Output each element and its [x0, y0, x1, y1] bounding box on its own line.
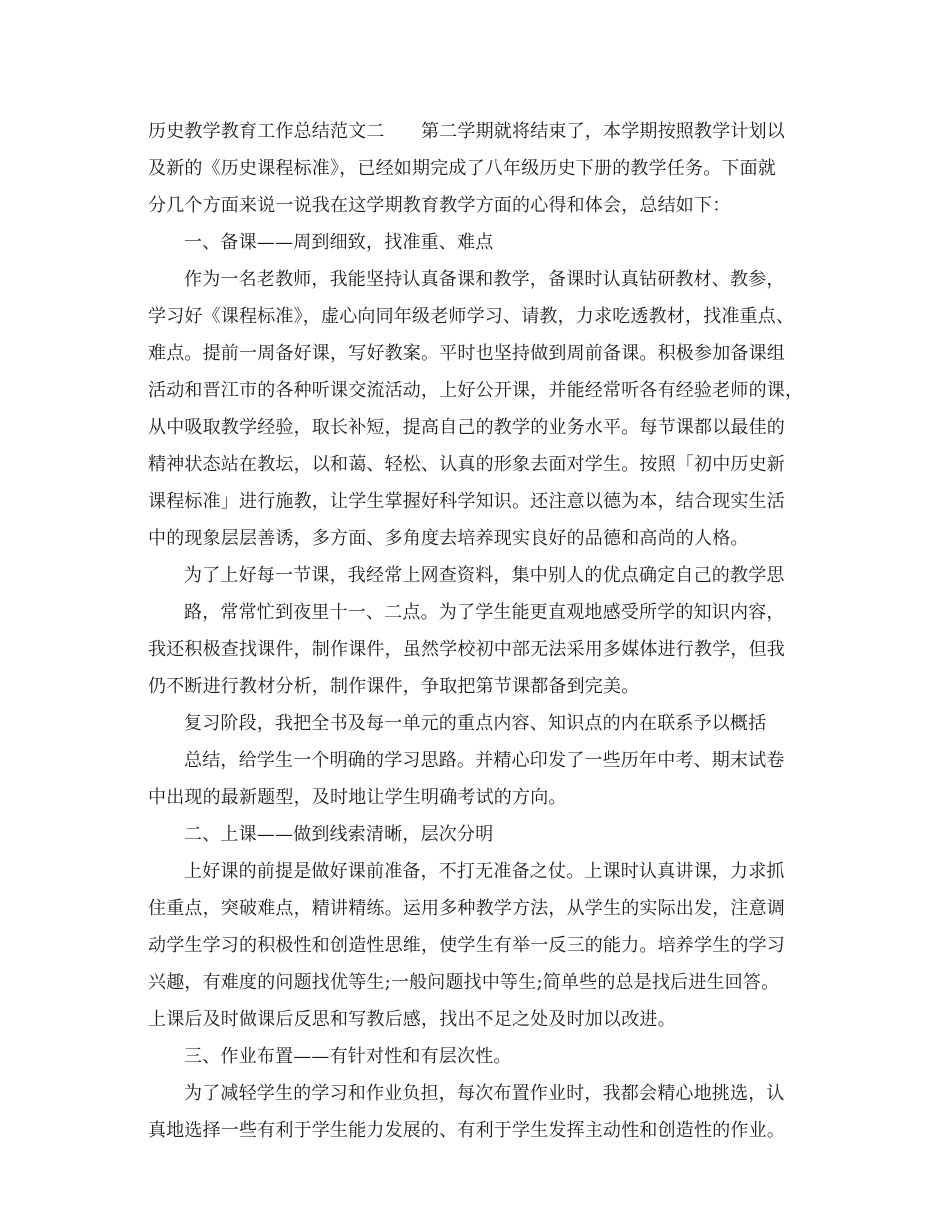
text-line: 兴趣，有难度的问题找优等生;一般问题找中等生;简单些的总是找后进生回答。 [148, 972, 780, 993]
text-line: 路，常常忙到夜里十一、二点。为了学生能更直观地感受所学的知识内容， [184, 602, 785, 623]
text-line: 真地选择一些有利于学生能力发展的、有利于学生发挥主动性和创造性的作业。 [148, 1120, 785, 1141]
text-line: 为了上好每一节课，我经常上网查资料，集中别人的优点确定自己的教学思 [184, 565, 785, 586]
text-line: 为了减轻学生的学习和作业负担，每次布置作业时，我都会精心地挑选，认 [184, 1083, 785, 1104]
text-line: 分几个方面来说一说我在这学期教育教学方面的心得和体会，总结如下： [148, 195, 731, 216]
section-heading: 三、作业布置——有针对性和有层次性。 [184, 1046, 512, 1067]
text-line: 及新的《历史课程标准》，已经如期完成了八年级历史下册的教学任务。下面就 [148, 158, 776, 179]
text-line: 仍不断进行教材分析，制作课件，争取把第节课都备到完美。 [148, 676, 640, 697]
text-line: 动学生学习的积极性和创造性思维，使学生有举一反三的能力。培养学生的学习 [148, 935, 785, 956]
text-line: 住重点，突破难点，精讲精练。运用多种教学方法，从学生的实际出发，注意调 [148, 898, 785, 919]
text-line: 难点。提前一周备好课，写好教案。平时也坚持做到周前备课。积极参加备课组 [148, 343, 785, 364]
text-line: 我还积极查找课件，制作课件，虽然学校初中部无法采用多媒体进行教学，但我 [148, 639, 785, 660]
text-line: 从中吸取教学经验，取长补短，提高自己的教学的业务水平。每节课都以最佳的 [148, 417, 785, 438]
text-line: 学习好《课程标准》，虚心向同年级老师学习、请教，力求吃透教材，找准重点、 [148, 306, 795, 327]
section-heading: 二、上课——做到线索清晰，层次分明 [184, 824, 494, 845]
text-line: 上好课的前提是做好课前准备，不打无准备之仗。上课时认真讲课，力求抓 [184, 861, 785, 882]
text-line: 中的现象层层善诱，多方面、多角度去培养现实良好的品德和高尚的人格。 [148, 528, 749, 549]
text-line: 课程标准」进行施教，让学生掌握好科学知识。还注意以德为本，结合现实生活 [148, 491, 785, 512]
text-line: 上课后及时做课后反思和写教后感，找出不足之处及时加以改进。 [148, 1009, 676, 1030]
section-heading: 一、备课——周到细致，找准重、难点 [184, 232, 494, 253]
text-line: 复习阶段，我把全书及每一单元的重点内容、知识点的内在联系予以概括 [184, 713, 767, 734]
text-line: 作为一名老教师，我能坚持认真备课和教学，备课时认真钻研教材、教参， [184, 269, 785, 290]
text-line: 精神状态站在教坛，以和蔼、轻松、认真的形象去面对学生。按照「初中历史新 [148, 454, 785, 475]
text-line: 历史教学教育工作总结范文二 第二学期就将结束了，本学期按照教学计划以 [148, 121, 785, 142]
text-line: 总结，给学生一个明确的学习思路。并精心印发了一些历年中考、期末试卷 [184, 750, 785, 771]
text-line: 活动和晋江市的各种听课交流活动，上好公开课，并能经常听各有经验老师的课， [148, 380, 804, 401]
text-line: 中出现的最新题型，及时地让学生明确考试的方向。 [148, 787, 567, 808]
